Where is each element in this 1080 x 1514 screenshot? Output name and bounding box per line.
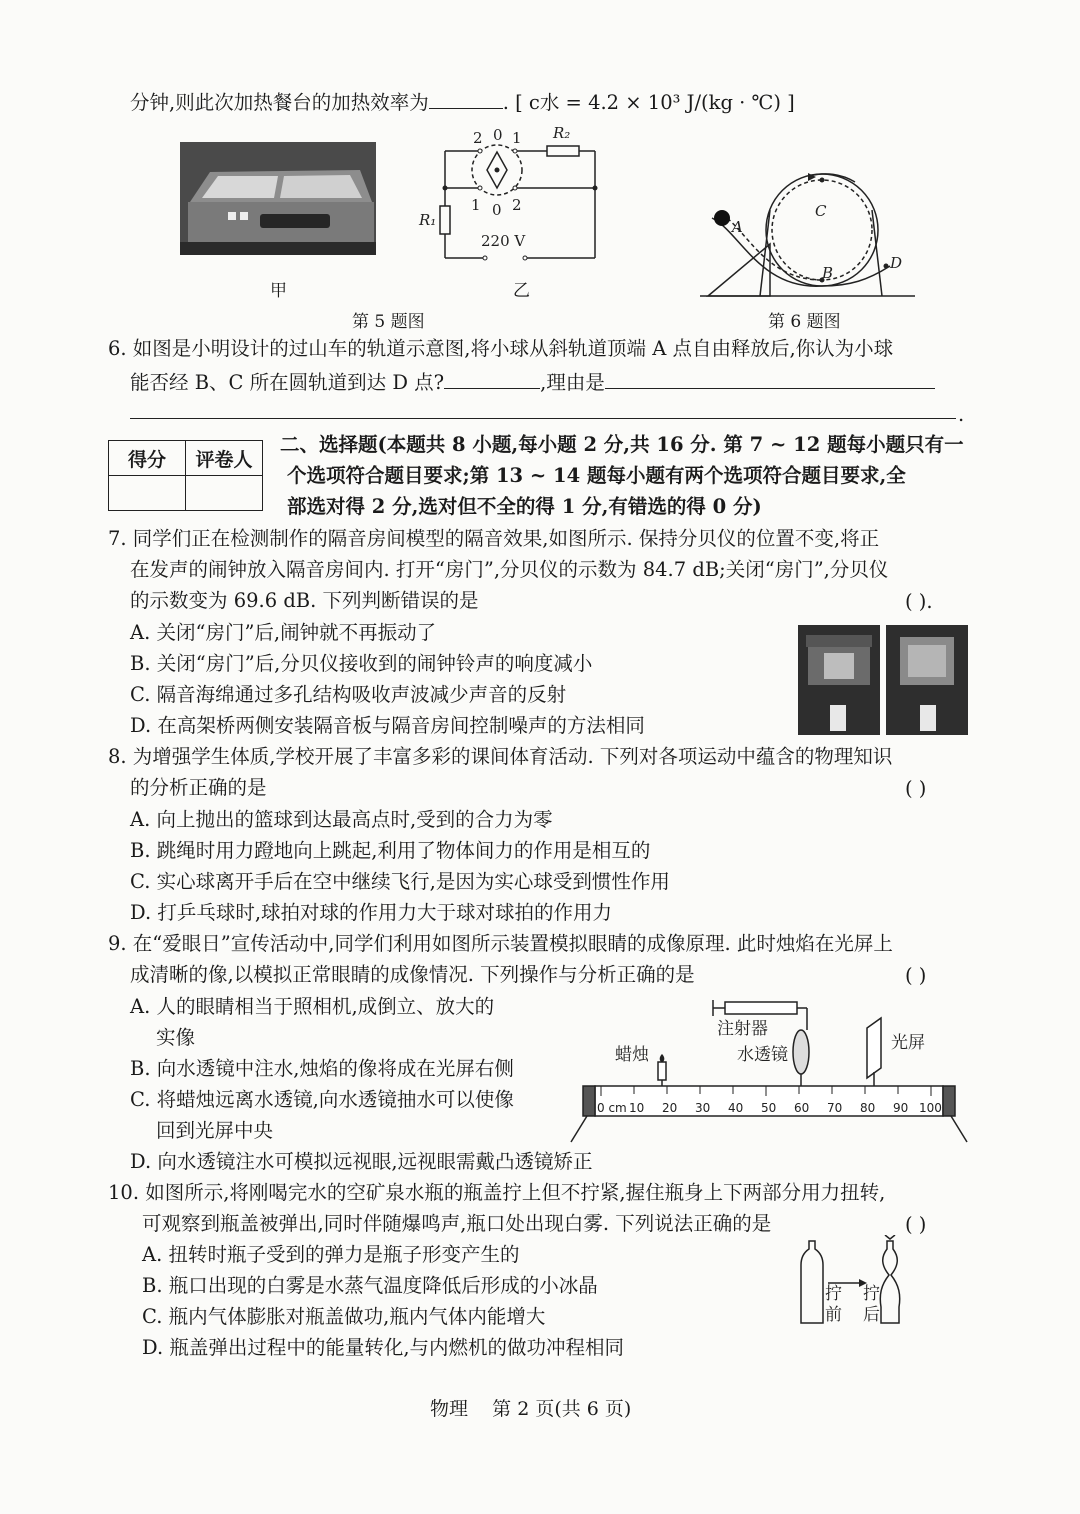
score-header: 得分 bbox=[109, 441, 186, 476]
q7-option-a: A. 关闭“房门”后,闹钟就不再振动了 bbox=[130, 621, 437, 644]
q7-option-b: B. 关闭“房门”后,分贝仪接收到的闹钟铃声的响度减小 bbox=[130, 652, 593, 675]
q9-tick-30: 30 bbox=[695, 1101, 711, 1115]
q7-option-c: C. 隔音海绵通过多孔结构吸收声波减少声音的反射 bbox=[130, 683, 567, 706]
fig5-circuit-diagram bbox=[415, 118, 605, 266]
section2-line2: 个选项符合题目要求;第 13 ~ 14 题每小题有两个选项符合题目要求,全 bbox=[287, 464, 906, 487]
q9-option-c: C. 将蜡烛远离水透镜,向水透镜抽水可以使像 bbox=[130, 1088, 514, 1111]
q5-tail-text: 分钟,则此次加热餐台的加热效率为 bbox=[130, 91, 429, 114]
q9-tick-60: 60 bbox=[794, 1101, 810, 1115]
q6-reason-label: ,理由是 bbox=[540, 371, 605, 394]
section2-line3: 部选对得 2 分,选对但不全的得 1 分,有错选的得 0 分) bbox=[287, 495, 762, 518]
q9-line1: 9. 在“爱眼日”宣传活动中,同学们利用如图所示装置模拟眼睛的成像原理. 此时烛焰在光屏上 bbox=[108, 932, 893, 955]
q10-label-after-1: 拧 bbox=[863, 1284, 880, 1304]
fig5-r2-label: R₂ bbox=[553, 124, 571, 142]
fig5-term-top-2: 2 bbox=[473, 129, 483, 147]
q5-answer-blank[interactable] bbox=[429, 86, 503, 109]
q9-option-a: A. 人的眼睛相当于照相机,成倒立、放大的 bbox=[130, 995, 495, 1018]
fig6-point-a: A bbox=[732, 218, 743, 236]
score-cell[interactable] bbox=[109, 476, 186, 511]
q9-tick-50: 50 bbox=[761, 1101, 777, 1115]
grader-cell[interactable] bbox=[186, 476, 263, 511]
section2-line1: 二、选择题(本题共 8 小题,每小题 2 分,共 16 分. 第 7 ~ 12 题每小题只有一 bbox=[280, 433, 964, 456]
q9-tick-40: 40 bbox=[728, 1101, 744, 1115]
score-table bbox=[108, 440, 263, 511]
fig5-caption: 第 5 题图 bbox=[352, 312, 425, 332]
q6-line2 bbox=[130, 366, 935, 398]
q9-line2: 成清晰的像,以模拟正常眼睛的成像情况. 下列操作与分析正确的是 bbox=[130, 963, 695, 986]
q8-option-b: B. 跳绳时用力蹬地向上跳起,利用了物体间力的作用是相互的 bbox=[130, 839, 651, 862]
q10-line2: 可观察到瓶盖被弹出,同时伴随爆鸣声,瓶口处出现白雾. 下列说法正确的是 bbox=[142, 1212, 772, 1235]
q10-label-after-2: 后 bbox=[863, 1305, 880, 1325]
q9-option-c-cont: 回到光屏中央 bbox=[156, 1119, 274, 1142]
q9-optical-bench-diagram bbox=[565, 990, 975, 1150]
q9-option-a-cont: 实像 bbox=[156, 1026, 196, 1049]
q5-formula: . [ c水 = 4.2 × 10³ J/(kg · ℃) ] bbox=[502, 91, 795, 114]
q6-answer-blank[interactable] bbox=[444, 366, 540, 389]
fig5-r1-label: R₁ bbox=[419, 211, 437, 229]
q10-option-b: B. 瓶口出现的白雾是水蒸气温度降低后形成的小冰晶 bbox=[142, 1274, 598, 1297]
fig6-point-d: D bbox=[890, 254, 903, 272]
q6-end-period: . bbox=[958, 403, 965, 426]
q7-option-d: D. 在高架桥两侧安装隔音板与隔音房间控制噪声的方法相同 bbox=[130, 714, 645, 737]
q10-option-a: A. 扭转时瓶子受到的弹力是瓶子形变产生的 bbox=[142, 1243, 520, 1266]
q10-label-before-1: 拧 bbox=[825, 1284, 842, 1304]
q9-tick-0: 0 cm bbox=[597, 1101, 627, 1115]
q9-tick-10: 10 bbox=[629, 1101, 645, 1115]
page-footer: 物理 第 2 页(共 6 页) bbox=[430, 1398, 632, 1420]
q9-option-d: D. 向水透镜注水可模拟远视眼,远视眼需戴凸透镜矫正 bbox=[130, 1150, 593, 1173]
q6-question: 能否经 B、C 所在圆轨道到达 D 点? bbox=[130, 371, 445, 394]
q10-option-d: D. 瓶盖弹出过程中的能量转化,与内燃机的做功冲程相同 bbox=[142, 1336, 625, 1359]
fig5-voltage-label: 220 V bbox=[481, 232, 526, 250]
fig5-term-top-0: 0 bbox=[493, 126, 503, 144]
fig6-point-b: B bbox=[822, 264, 834, 282]
q9-tick-80: 80 bbox=[860, 1101, 876, 1115]
q8-answer-paren[interactable]: ( ) bbox=[905, 777, 927, 800]
q9-tick-90: 90 bbox=[893, 1101, 909, 1115]
fig5-label-jia: 甲 bbox=[270, 281, 287, 301]
q6-reason-blank-line2[interactable] bbox=[130, 418, 956, 419]
fig6-track-diagram bbox=[700, 170, 920, 300]
fig6-point-c: C bbox=[815, 202, 827, 220]
fig5-term-bottom-0: 0 bbox=[492, 201, 502, 219]
q7-line2: 在发声的闹钟放入隔音房间内. 打开“房门”,分贝仪的示数为 84.7 dB;关闭“房门”,分贝仪 bbox=[130, 558, 889, 581]
q9-tick-70: 70 bbox=[827, 1101, 843, 1115]
q9-label-candle: 蜡烛 bbox=[615, 1045, 649, 1065]
q10-answer-paren[interactable]: ( ) bbox=[905, 1213, 927, 1236]
q8-option-d: D. 打乒乓球时,球拍对球的作用力大于球对球拍的作用力 bbox=[130, 901, 613, 924]
q6-reason-blank[interactable] bbox=[605, 366, 935, 389]
q7-answer-paren[interactable]: ( ). bbox=[905, 590, 933, 613]
q9-tick-100: 100 bbox=[919, 1101, 942, 1115]
q8-line1: 8. 为增强学生体质,学校开展了丰富多彩的课间体育活动. 下列对各项运动中蕴含的物理知识 bbox=[108, 745, 893, 768]
fig5-label-yi: 乙 bbox=[513, 281, 530, 301]
q10-line1: 10. 如图所示,将刚喝完水的空矿泉水瓶的瓶盖拧上但不拧紧,握住瓶身上下两部分用力扭转, bbox=[108, 1181, 886, 1204]
q7-photo-door-closed bbox=[886, 625, 968, 735]
q9-answer-paren[interactable]: ( ) bbox=[905, 964, 927, 987]
fig5-term-top-1: 1 bbox=[512, 129, 522, 147]
q8-line2: 的分析正确的是 bbox=[130, 776, 267, 799]
fig5-term-bottom-1: 1 bbox=[471, 196, 481, 214]
q9-label-screen: 光屏 bbox=[891, 1033, 925, 1053]
q9-tick-20: 20 bbox=[662, 1101, 678, 1115]
q10-label-before-2: 前 bbox=[825, 1305, 842, 1325]
q9-label-syringe: 注射器 bbox=[717, 1019, 768, 1039]
q5-tail-line bbox=[130, 86, 795, 118]
q8-option-a: A. 向上抛出的篮球到达最高点时,受到的合力为零 bbox=[130, 808, 553, 831]
q7-line1: 7. 同学们正在检测制作的隔音房间模型的隔音效果,如图所示. 保持分贝仪的位置不变,将正 bbox=[108, 527, 880, 550]
q6-line1: 6. 如图是小明设计的过山车的轨道示意图,将小球从斜轨道顶端 A 点自由释放后,你认为小球 bbox=[108, 337, 894, 360]
q8-option-c: C. 实心球离开手后在空中继续飞行,是因为实心球受到惯性作用 bbox=[130, 870, 670, 893]
q9-label-lens: 水透镜 bbox=[737, 1045, 788, 1065]
fig6-caption: 第 6 题图 bbox=[768, 312, 841, 332]
q7-line3: 的示数变为 69.6 dB. 下列判断错误的是 bbox=[130, 589, 479, 612]
fig5-photo-heating-table bbox=[180, 142, 376, 255]
q10-bottle-diagram bbox=[795, 1235, 915, 1330]
q10-option-c: C. 瓶内气体膨胀对瓶盖做功,瓶内气体内能增大 bbox=[142, 1305, 546, 1328]
fig5-term-bottom-2: 2 bbox=[512, 196, 522, 214]
grader-header: 评卷人 bbox=[186, 441, 263, 476]
q9-option-b: B. 向水透镜中注水,烛焰的像将成在光屏右侧 bbox=[130, 1057, 514, 1080]
q7-photo-door-open bbox=[798, 625, 880, 735]
